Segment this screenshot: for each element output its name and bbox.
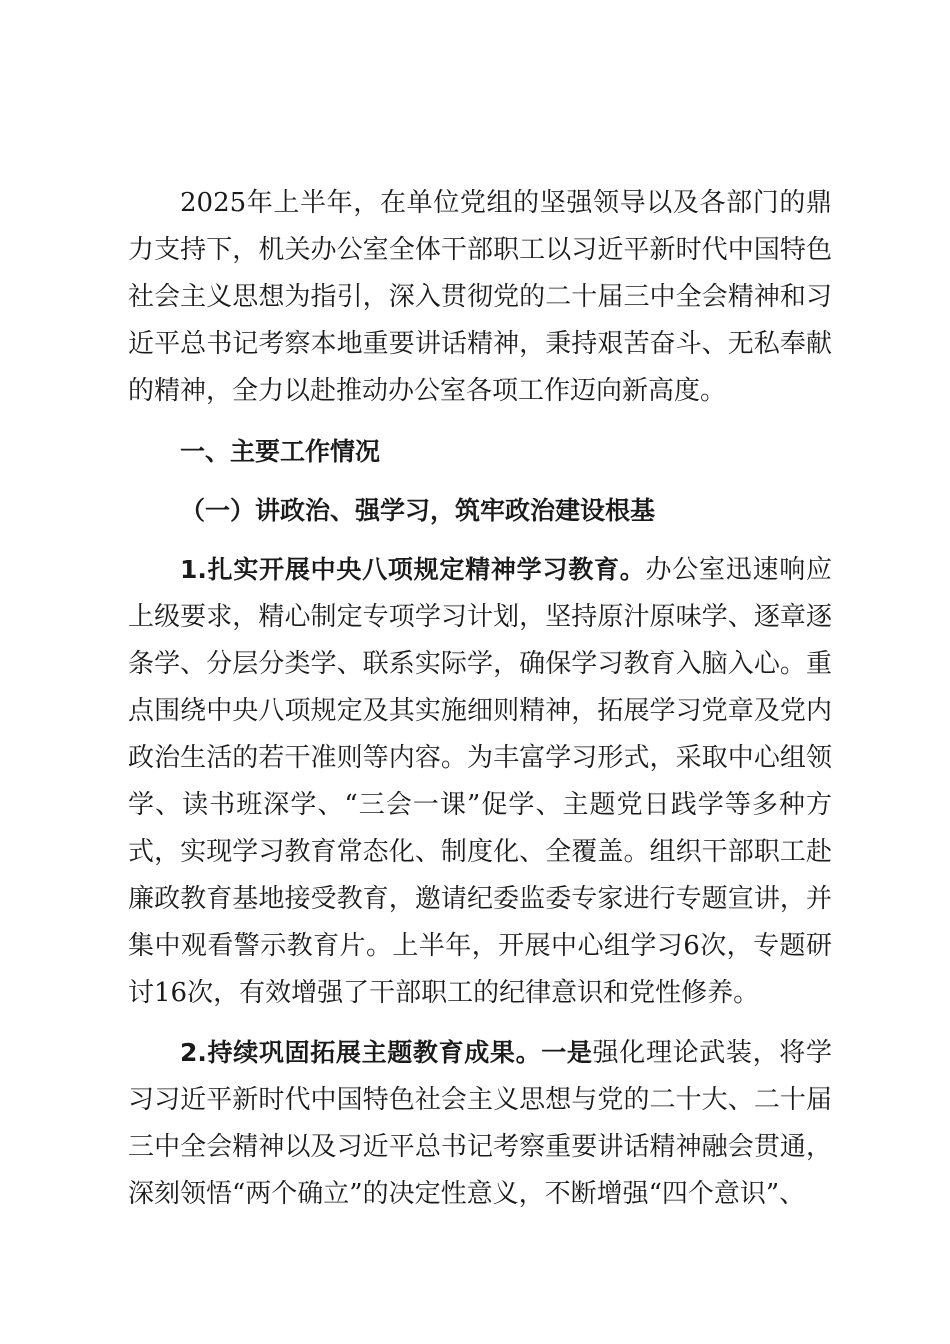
subsection-heading (128, 487, 832, 534)
item-1-body: 办公室迅速响应上级要求，精心制定专项学习计划，坚持原汁原味学、逐章逐条学、分层分类学、联系实际学，确保学习教育入脑入心。重点围绕中央八项规定及其实施细则精神，拓展学习党章及党内政治生活的若干准则等内容。为丰富学习形式，采取中心组领学、读书班深学、“三会一课”促学、主题党日践学等多种方式，实现学习教育常态化、制度化、全覆盖。组织干部职工赴廉政教育基地接受教育，邀请纪委监委专家进行专题宣讲，并集中观看警示教育片。上半年，开展中心组学习6次，专题研讨16次，有效增强了干部职工的纪律意识和党性修养。 (128, 555, 832, 1008)
section-heading-text: 一、主要工作情况 (180, 437, 381, 466)
item-paragraph-2 (128, 1029, 832, 1218)
document-body (128, 180, 832, 1218)
subsection-heading-text: （一）讲政治、强学习，筑牢政治建设根基 (180, 496, 656, 525)
item-paragraph-1 (128, 546, 832, 1017)
item-2-body: 强化理论武装，将学习习近平新时代中国特色社会主义思想与党的二十大、二十届三中全会精神以及习近平总书记考察重要讲话精神融会贯通，深刻领悟“两个确立”的决定性意义，不断增强“四个意识”、 (128, 1038, 832, 1209)
intro-paragraph (128, 180, 832, 415)
item-2-sub-lead: 一是 (541, 1038, 593, 1067)
section-heading (128, 428, 832, 475)
item-1-lead: 1.扎实开展中央八项规定精神学习教育。 (180, 555, 646, 584)
intro-text: 2025年上半年，在单位党组的坚强领导以及各部门的鼎力支持下，机关办公室全体干部职工以习近平新时代中国特色社会主义思想为指引，深入贯彻党的二十届三中全会精神和习近平总书记考察本地重要讲话精神，秉持艰苦奋斗、无私奉献的精神，全力以赴推动办公室各项工作迈向新高度。 (128, 188, 832, 406)
item-2-lead: 2.持续巩固拓展主题教育成果。 (180, 1038, 542, 1067)
